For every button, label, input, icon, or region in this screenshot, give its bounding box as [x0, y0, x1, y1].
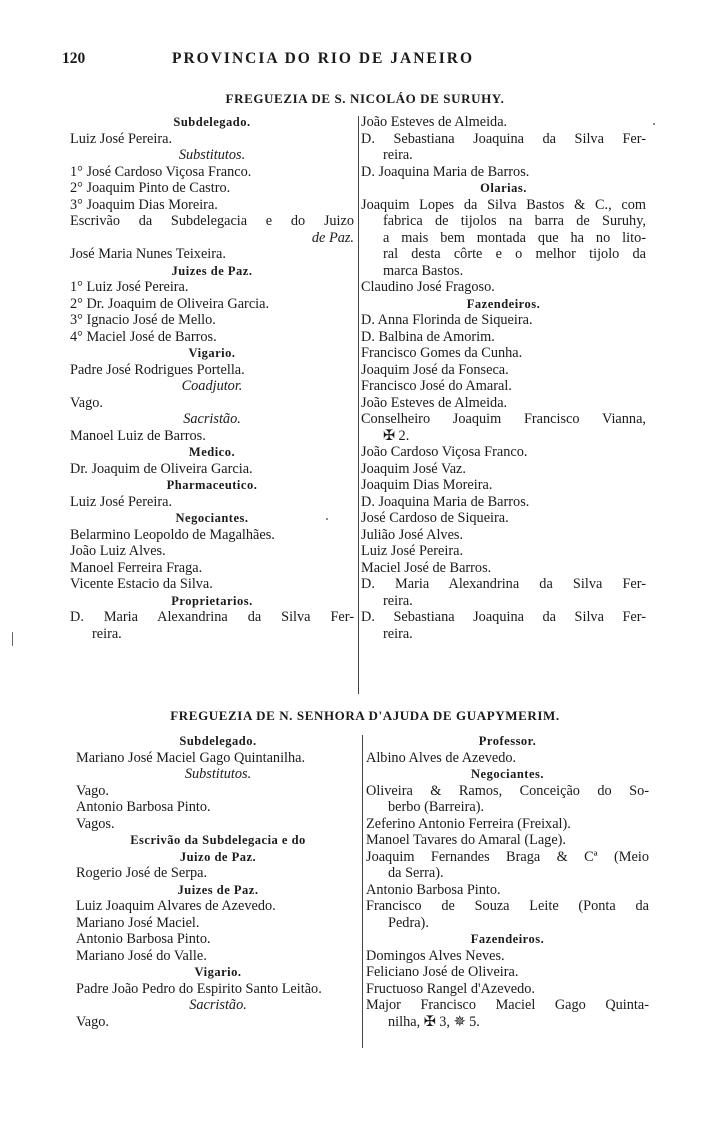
- scan-speck: [653, 123, 655, 125]
- entry-line: D. Joaquina Maria de Barros.: [361, 493, 530, 510]
- entry-line: 2° Joaquim Pinto de Castro.: [70, 180, 231, 196]
- entry-line: D. Maria Alexandrina da Silva Fer-: [70, 609, 354, 625]
- entry-line: Luiz Joaquim Alvares de Azevedo.: [76, 898, 276, 914]
- entry-line: Vago.: [76, 1013, 109, 1030]
- entry-subheading: Sacristão.: [183, 411, 241, 427]
- entry-line: da Serra).: [388, 865, 444, 881]
- entry-line: João Esteves de Almeida.: [361, 394, 508, 411]
- entry-line: Escrivão da Subdelegacia e do Juizo: [70, 213, 354, 229]
- section-1-left-column: [70, 114, 354, 642]
- entry-heading: Juizo de Paz.: [179, 849, 257, 864]
- entry-heading: Juizes de Paz.: [177, 882, 259, 897]
- section-1-right-column: [361, 114, 646, 642]
- entry-heading: Professor.: [478, 734, 537, 748]
- entry-line: Luiz José Pereira.: [361, 543, 464, 559]
- entry-line: Major Francisco Maciel Gago Quinta-: [366, 997, 649, 1013]
- entry-line: José Maria Nunes Teixeira.: [70, 246, 226, 262]
- section-2-right-column: [366, 733, 649, 1030]
- entry-line: fabrica de tijolos na barra de Suruhy,: [383, 213, 646, 229]
- entry-line: João Luiz Alves.: [70, 543, 166, 559]
- entry-line: Zeferino Antonio Ferreira (Freixal).: [366, 815, 571, 832]
- entry-line: Vago.: [70, 394, 103, 411]
- entry-subheading: Substitutos.: [178, 147, 246, 163]
- entry-line: Antonio Barbosa Pinto.: [366, 881, 501, 898]
- entry-heading: Escrivão da Subdelegacia e do: [130, 833, 306, 847]
- entry-line: Dr. Joaquim de Oliveira Garcia.: [70, 460, 253, 477]
- entry-line: Conselheiro Joaquim Francisco Vianna,: [361, 411, 646, 427]
- entry-line: Fructuoso Rangel d'Azevedo.: [366, 980, 535, 997]
- entry-line: 2° Dr. Joaquim de Oliveira Garcia.: [70, 295, 270, 312]
- entry-line: Manoel Tavares do Amaral (Lage).: [366, 832, 567, 848]
- section-1-title: FREGUEZIA DE S. NICOLÁO DE SURUHY.: [225, 91, 505, 106]
- entry-line: Maciel José de Barros.: [361, 559, 492, 576]
- scan-speck: [326, 518, 328, 520]
- entry-line: Joaquim Dias Moreira.: [361, 477, 493, 493]
- entry-line: marca Bastos.: [383, 262, 464, 279]
- entry-line: Oliveira & Ramos, Conceição do So-: [366, 782, 649, 799]
- section-2-column-divider: [362, 735, 363, 1048]
- entry-heading: Fazendeiros.: [470, 932, 545, 946]
- entry-line: Francisco Gomes da Cunha.: [361, 345, 523, 361]
- entry-line: Mariano José Maciel Gago Quintanilha.: [76, 749, 306, 766]
- entry-line: Padre José Rodrigues Portella.: [70, 361, 245, 378]
- entry-line: Luiz José Pereira.: [70, 130, 173, 147]
- entry-line: Feliciano José de Oliveira.: [366, 964, 519, 980]
- entry-line: D. Sebastiana Joaquina da Silva Fer-: [361, 609, 646, 625]
- entry-line: reira.: [383, 625, 413, 642]
- entry-line: Manoel Luiz de Barros.: [70, 427, 206, 444]
- scan-speck: [12, 632, 13, 646]
- entry-line: Joaquim José da Fonseca.: [361, 361, 509, 378]
- entry-line: Vicente Estacio da Silva.: [70, 576, 213, 592]
- entry-subheading: Sacristão.: [189, 997, 247, 1013]
- entry-line: Antonio Barbosa Pinto.: [76, 799, 211, 815]
- entry-line: reira.: [92, 625, 122, 642]
- entry-heading: Pharmaceutico.: [166, 478, 258, 492]
- section-2-left-column: [76, 733, 360, 1030]
- entry-heading: Subdelegado.: [173, 115, 251, 129]
- entry-subheading: Substitutos.: [184, 766, 252, 782]
- entry-line: Joaquim Lopes da Silva Bastos & C., com: [361, 196, 646, 213]
- entry-line: João Cardoso Viçosa Franco.: [361, 444, 528, 460]
- entry-line: Padre João Pedro do Espirito Santo Leitão.: [76, 980, 322, 997]
- entry-line: D. Balbina de Amorim.: [361, 328, 495, 345]
- entry-line: D. Sebastiana Joaquina da Silva Fer-: [361, 130, 646, 147]
- entry-line: Joaquim Fernandes Braga & Cª (Meio: [366, 848, 649, 865]
- entry-line: berbo (Barreira).: [388, 799, 485, 815]
- entry-heading: Subdelegado.: [179, 734, 257, 748]
- entry-subheading: Coadjutor.: [181, 378, 243, 394]
- entry-line: José Cardoso de Siqueira.: [361, 510, 509, 526]
- entry-line: Mariano José do Valle.: [76, 947, 207, 964]
- entry-line: a mais bem montada que ha no lito-: [383, 229, 646, 246]
- entry-heading: Negociantes.: [175, 511, 249, 525]
- section-2-title: FREGUEZIA DE N. SENHORA D'AJUDA DE GUAPYMERIM.: [170, 708, 560, 723]
- entry-line: Rogerio José de Serpa.: [76, 865, 208, 881]
- section-1-column-divider: [358, 116, 359, 694]
- page-number: 120: [62, 50, 86, 67]
- entry-line: Vago.: [76, 782, 109, 799]
- entry-heading: Proprietarios.: [171, 593, 253, 608]
- entry-line: Belarmino Leopoldo de Magalhães.: [70, 526, 275, 543]
- entry-line: ral desta côrte e o melhor tijolo da: [383, 246, 646, 262]
- entry-line: nilha, ✠ 3, ✵ 5.: [388, 1013, 480, 1030]
- entry-heading: Vigario.: [188, 346, 236, 360]
- entry-line: 4° Maciel José de Barros.: [70, 328, 217, 345]
- entry-heading: Medico.: [188, 445, 236, 459]
- entry-line: Vagos.: [76, 815, 115, 832]
- entry-line: reira.: [383, 592, 413, 609]
- entry-line: D. Anna Florinda de Siqueira.: [361, 312, 533, 328]
- entry-line: Joaquim José Vaz.: [361, 460, 466, 477]
- entry-line: Francisco de Souza Leite (Ponta da: [366, 898, 649, 914]
- entry-line: Francisco José do Amaral.: [361, 378, 512, 394]
- entry-line: Domingos Alves Neves.: [366, 947, 505, 964]
- entry-line: Mariano José Maciel.: [76, 914, 200, 931]
- entry-heading: Negociantes.: [471, 767, 544, 781]
- running-title: PROVINCIA DO RIO DE JANEIRO: [172, 50, 475, 67]
- entry-heading: Fazendeiros.: [466, 296, 541, 311]
- entry-line: Julião José Alves.: [361, 526, 464, 543]
- running-header: [62, 50, 662, 72]
- entry-line: D. Maria Alexandrina da Silva Fer-: [361, 576, 646, 592]
- entry-heading: Vigario.: [194, 965, 242, 979]
- entry-heading: Olarias.: [480, 181, 527, 195]
- entry-heading: Juizes de Paz.: [171, 263, 253, 278]
- entry-line: Albino Alves de Azevedo.: [366, 749, 517, 766]
- entry-line: 3° Joaquim Dias Moreira.: [70, 196, 218, 213]
- entry-line: João Esteves de Almeida.: [361, 114, 508, 130]
- entry-line: Manoel Ferreira Fraga.: [70, 559, 203, 576]
- entry-line: 1° Luiz José Pereira.: [70, 279, 189, 295]
- entry-line: Luiz José Pereira.: [70, 493, 173, 510]
- entry-line: reira.: [383, 147, 413, 163]
- entry-subheading: de Paz.: [311, 229, 354, 246]
- entry-line: D. Joaquina Maria de Barros.: [361, 163, 530, 180]
- entry-line: 1° José Cardoso Viçosa Franco.: [70, 163, 252, 180]
- entry-line: Claudino José Fragoso.: [361, 279, 495, 295]
- entry-line: ✠ 2.: [383, 427, 410, 444]
- entry-line: Pedra).: [388, 914, 429, 931]
- entry-line: Antonio Barbosa Pinto.: [76, 931, 211, 947]
- entry-line: 3° Ignacio José de Mello.: [70, 312, 216, 328]
